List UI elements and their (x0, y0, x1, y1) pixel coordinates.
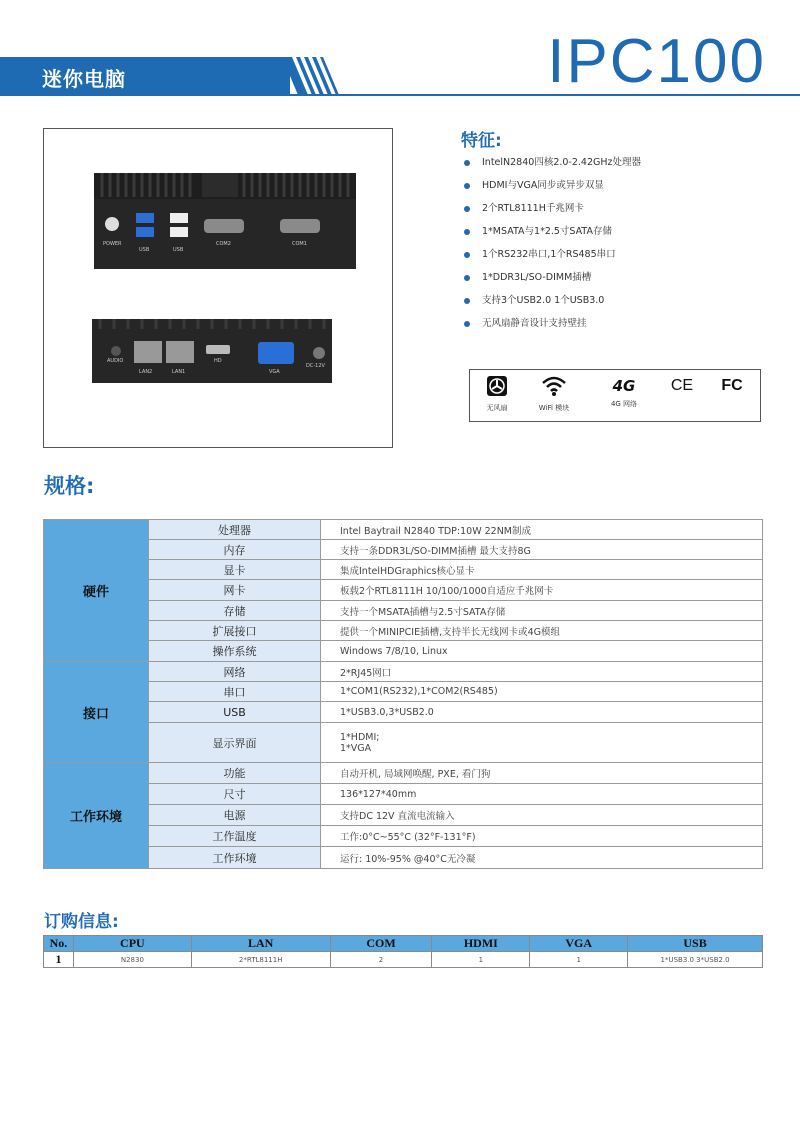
spec-value: 支持DC 12V 直流电流输入 (321, 805, 763, 826)
order-cell: 2*RTL8111H (191, 952, 330, 968)
spec-label: 扩展接口 (149, 621, 321, 641)
table-row (44, 520, 763, 540)
spec-label: 功能 (149, 763, 321, 784)
table-row (44, 662, 763, 682)
spec-label: 显示界面 (149, 723, 321, 763)
fanless-badge (482, 375, 512, 413)
spec-label: 电源 (149, 805, 321, 826)
port-label-audio: AUDIO (107, 358, 124, 364)
port-label-vga: VGA (269, 369, 280, 375)
spec-value: Windows 7/8/10, Linux (321, 641, 763, 662)
order-cell: 1*USB3.0 3*USB2.0 (628, 952, 763, 968)
header-stripes (282, 57, 342, 95)
table-row (44, 763, 763, 784)
spec-value: 支持一个MSATA插槽与2.5寸SATA存储 (321, 601, 763, 621)
spec-label: 工作环境 (149, 847, 321, 869)
order-header: USB (628, 936, 763, 952)
port-label-hd: HD (214, 358, 222, 364)
table-row (44, 805, 763, 826)
table-row (44, 702, 763, 723)
port-label-com1: COM1 (292, 241, 307, 247)
fcc-badge (717, 375, 747, 397)
certification-badges (469, 369, 761, 422)
spec-value: Intel Baytrail N2840 TDP:10W 22NM制成 (321, 520, 763, 540)
feature-item: 2个RTL8111H千兆网卡 (464, 200, 641, 223)
spec-label: 串口 (149, 682, 321, 702)
spec-category: 硬件 (44, 520, 149, 662)
device-rear-view (92, 319, 332, 383)
order-header: COM (330, 936, 432, 952)
wifi-badge (534, 375, 574, 413)
feature-item: IntelN2840四核2.0-2.42GHz处理器 (464, 154, 641, 177)
4g-badge (604, 375, 644, 409)
spec-label: 网卡 (149, 580, 321, 601)
table-row (44, 601, 763, 621)
spec-label: 网络 (149, 662, 321, 682)
spec-value: 支持一条DDR3L/SO-DIMM插槽 最大支持8G (321, 540, 763, 560)
feature-item: 1个RS232串口,1个RS485串口 (464, 246, 641, 269)
table-row (44, 540, 763, 560)
spec-value: 集成IntelHDGraphics核心显卡 (321, 560, 763, 580)
order-header-row (44, 936, 763, 952)
spec-value: 自动开机, 局域网唤醒, PXE, 看门狗 (321, 763, 763, 784)
spec-table (43, 519, 763, 869)
order-cell: 1 (44, 952, 74, 968)
spec-label: 处理器 (149, 520, 321, 540)
ce-badge (667, 375, 697, 397)
order-header: HDMI (432, 936, 530, 952)
table-row (44, 621, 763, 641)
fanless-label: 无风扇 (486, 404, 508, 412)
order-table (43, 935, 763, 968)
spec-category: 工作环境 (44, 763, 149, 869)
port-label-power: POWER (103, 241, 122, 247)
feature-item: 支持3个USB2.0 1个USB3.0 (464, 292, 641, 315)
order-header: No. (44, 936, 74, 952)
specs-title: 规格: (44, 474, 95, 498)
table-row (44, 952, 763, 968)
device-illustration (44, 129, 394, 449)
order-cell: 1 (432, 952, 530, 968)
spec-label: 尺寸 (149, 784, 321, 805)
port-label-lan2: LAN2 (139, 369, 153, 375)
feature-item: 1*MSATA与1*2.5寸SATA存储 (464, 223, 641, 246)
port-label-usb-b: USB (173, 247, 184, 253)
spec-label: 内存 (149, 540, 321, 560)
table-row (44, 826, 763, 847)
spec-value: 1*USB3.0,3*USB2.0 (321, 702, 763, 723)
ce-mark-icon: CE (670, 377, 694, 394)
spec-value: 板载2个RTL8111H 10/100/1000自适应千兆网卡 (321, 580, 763, 601)
4g-icon: 4G (612, 377, 636, 395)
table-row (44, 641, 763, 662)
order-cell: N2830 (73, 952, 191, 968)
spec-value (321, 723, 763, 763)
4g-label: 4G 网络 (610, 400, 638, 408)
spec-value: 136*127*40mm (321, 784, 763, 805)
model-name: IPC100 (547, 27, 766, 96)
order-header: CPU (73, 936, 191, 952)
order-cell: 2 (330, 952, 432, 968)
table-row (44, 784, 763, 805)
port-label-com2: COM2 (216, 241, 231, 247)
spec-value: 1*COM1(RS232),1*COM2(RS485) (321, 682, 763, 702)
table-row (44, 560, 763, 580)
spec-value: 运行: 10%-95% @40°C无冷凝 (321, 847, 763, 869)
wifi-icon (541, 375, 567, 397)
features-list (464, 154, 641, 338)
spec-label: 工作温度 (149, 826, 321, 847)
table-row (44, 682, 763, 702)
feature-item: 1*DDR3L/SO-DIMM插槽 (464, 269, 641, 292)
table-row (44, 723, 763, 763)
spec-value-line: 1*VGA (340, 742, 372, 754)
table-row (44, 580, 763, 601)
product-photo (43, 128, 393, 448)
port-label-lan1: LAN1 (172, 369, 186, 375)
spec-value: 提供一个MINIPCIE插槽,支持半长无线网卡或4G模组 (321, 621, 763, 641)
order-header: VGA (530, 936, 628, 952)
features-title: 特征: (461, 131, 502, 151)
spec-value: 2*RJ45网口 (321, 662, 763, 682)
port-label-usb-a: USB (139, 247, 150, 253)
spec-label: 显卡 (149, 560, 321, 580)
device-front-view (94, 173, 356, 269)
spec-label: USB (149, 702, 321, 723)
order-title: 订购信息: (44, 912, 119, 932)
spec-value-line: 1*HDMI; (340, 731, 380, 743)
spec-category: 接口 (44, 662, 149, 763)
table-row (44, 847, 763, 869)
order-header: LAN (191, 936, 330, 952)
port-label-dc: DC-12V (306, 363, 325, 369)
spec-value: 工作:0°C~55°C (32°F-131°F) (321, 826, 763, 847)
feature-item: HDMI与VGA同步或异步双显 (464, 177, 641, 200)
spec-label: 存储 (149, 601, 321, 621)
fcc-mark-icon: FC (721, 377, 743, 394)
feature-item: 无风扇静音设计支持壁挂 (464, 315, 641, 338)
order-cell: 1 (530, 952, 628, 968)
fanless-icon (486, 375, 508, 397)
wifi-label: WiFi 模块 (538, 404, 570, 412)
spec-label: 操作系统 (149, 641, 321, 662)
page-title: 迷你电脑 (42, 67, 126, 91)
